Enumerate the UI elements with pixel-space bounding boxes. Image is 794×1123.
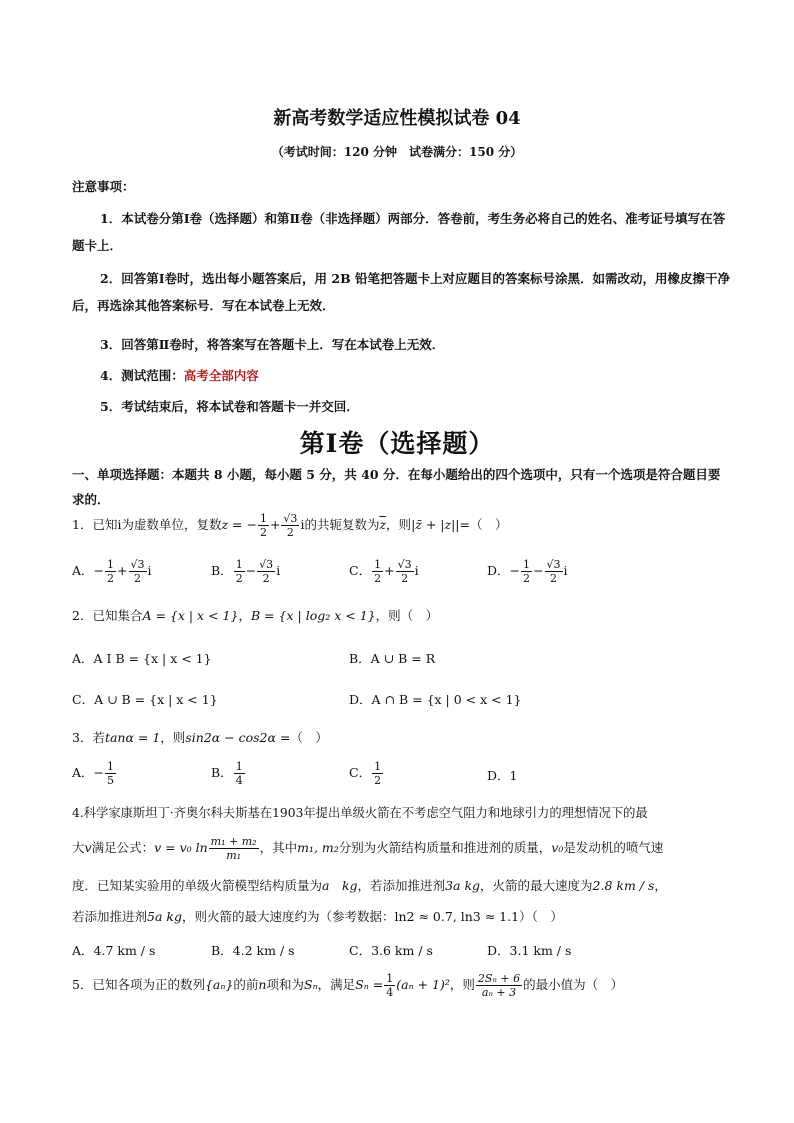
frac-num: 1 [107, 558, 115, 571]
q5-var-sn: Sₙ [304, 977, 318, 992]
frac-den: 5 [107, 774, 115, 787]
q1-option-c: C． $\frac{1}{2}$ + $\frac{√3}{2}$ i [349, 558, 419, 585]
q4-mass: 5a kg [147, 909, 182, 924]
q2-option-b: B．A ∪ B = R [349, 651, 436, 666]
q1-text-a: 1．已知i为虚数单位，复数 [72, 517, 222, 532]
option-label: B． [211, 563, 233, 578]
q4-var-v: v [84, 840, 92, 855]
q4-text: ，其中 [259, 840, 298, 855]
frac-num: √3 [546, 558, 561, 571]
q3-option-d: D．1 [487, 768, 518, 783]
frac-den: 2 [134, 572, 141, 585]
q4-text: 分别为火箭结构质量和推进剂的质量， [338, 840, 552, 855]
q2-set-a: A = {x | x < 1} [142, 608, 239, 623]
q1-option-d: D．− $\frac{1}{2}$ − $\frac{√3}{2}$ i [487, 558, 568, 585]
option-label: A． [72, 563, 94, 578]
frac-num: 1 [107, 760, 115, 773]
notice-item-4 [72, 362, 732, 389]
q3-text-c: （ ） [290, 730, 328, 745]
q3-expr: sin2α − cos2α = [185, 730, 291, 745]
notice-item-1: 1．本试卷分第Ⅰ卷（选择题）和第Ⅱ卷（非选择题）两部分．答卷前，考生务必将自己的姓名、准考证号填写在答题卡上． [72, 211, 726, 253]
q2-sep: ， [238, 608, 251, 623]
frac [105, 760, 116, 787]
frac-num: 1 [374, 760, 382, 773]
q1-expr: z = − [221, 517, 257, 532]
q4-masses: m₁, m₂ [297, 840, 339, 855]
q1-text-d: =（ ） [459, 517, 508, 532]
q4-reference: ln2 ≈ 0.7, ln3 ≈ 1.1 [394, 909, 520, 924]
frac-num: 1 [235, 760, 243, 773]
q1-abs-expr: |z̄ + |z|| [411, 517, 460, 532]
option-label: C． [349, 765, 372, 780]
notice-item-3: 3．回答第Ⅱ卷时，将答案写在答题卡上．写在本试卷上无效． [100, 337, 445, 352]
frac [129, 558, 147, 585]
q4-text: ，若添加推进剂 [357, 878, 446, 893]
page-subtitle: （考试时间：120 分钟 试卷满分：150 分） [271, 145, 523, 159]
frac-den: 2 [374, 572, 382, 585]
notice-item-2: 2．回答第Ⅰ卷时，选出每小题答案后，用 2B 铅笔把答题卡上对应题目的答案标号涂黑．如需改动，用橡皮擦干净后，再选涂其他答案标号．写在本试卷上无效． [72, 271, 731, 313]
q3-text-a: 3．若 [72, 730, 105, 745]
q5-text: ，满足 [317, 977, 356, 992]
q4-text: 是发动机的喷气速 [563, 840, 664, 855]
option-label: B． [211, 765, 233, 780]
notice-item-4-prefix: 4．测试范围： [100, 368, 184, 383]
notice-item-4-scope: 高考全部内容 [183, 368, 259, 383]
frac-num: m₁ + m₂ [210, 835, 257, 848]
q4-formula: v = v₀ ln [154, 840, 208, 855]
q4-text: ，火箭的最大速度为 [480, 878, 593, 893]
q1-option-b: B． $\frac{1}{2}$ − $\frac{√3}{2}$ i [211, 558, 281, 585]
frac-num: 1 [259, 512, 267, 525]
q1-text-b: 的共轭复数为 [304, 517, 380, 532]
frac-num: √3 [397, 558, 412, 571]
q2-option-a: A．A I B = {x | x < 1} [72, 651, 212, 666]
question-5 [72, 972, 623, 999]
q5-sequence: {aₙ} [204, 977, 234, 992]
q2-option-d: D．A ∩ B = {x | 0 < x < 1} [349, 692, 522, 707]
frac [234, 558, 245, 585]
question-2 [72, 606, 438, 624]
q2-text-end: ，则（ ） [375, 608, 439, 623]
q4-mass: a kg [322, 878, 358, 893]
q4-text: 度．已知某实验用的单级火箭模型结构质量为 [72, 878, 323, 893]
frac-num: √3 [130, 558, 145, 571]
question-4-line-2 [72, 835, 663, 862]
frac-den: aₙ + 3 [481, 986, 517, 999]
q1-frac-half [258, 512, 269, 539]
q3-option-a [72, 760, 117, 787]
q4-formula-frac [209, 835, 259, 862]
frac-den: 2 [262, 572, 270, 585]
q3-tan: tanα = 1 [104, 730, 161, 745]
q3-option-b [211, 760, 246, 787]
q4-text: 若添加推进剂 [72, 909, 148, 924]
frac-den: 4 [386, 986, 394, 999]
frac-den: m₁ [226, 849, 242, 862]
q1-conj: $\overline{z}$ [379, 517, 387, 532]
option-label: C． [349, 563, 372, 578]
option-label: A．− [72, 765, 105, 780]
frac [545, 558, 563, 585]
q4-option-a: A．4.7 km / s [72, 943, 156, 958]
frac [396, 558, 414, 585]
question-4-line-3 [72, 876, 667, 894]
q5-formula: Sₙ = [355, 977, 384, 992]
frac-num: √3 [259, 558, 274, 571]
frac-den: 2 [107, 572, 115, 585]
frac [521, 558, 532, 585]
q3-text-b: ，则 [160, 730, 186, 745]
frac-den: 2 [550, 572, 557, 585]
frac-den: 2 [235, 572, 243, 585]
frac [384, 972, 395, 999]
frac-den: 2 [259, 526, 267, 539]
notice-heading: 注意事项： [72, 179, 135, 194]
q5-text: ，则 [449, 977, 475, 992]
frac-num: 1 [235, 558, 243, 571]
frac-den: 2 [523, 572, 531, 585]
q2-set-b: B = {x | log₂ x < 1} [250, 608, 376, 623]
frac-num: 1 [523, 558, 531, 571]
question-4-line-1: 4.科学家康斯坦丁·齐奥尔科夫斯基在1903年提出单级火箭在不考虑空气阻力和地球引力的理想情况下的最 [72, 806, 648, 820]
q4-option-d: D．3.1 km / s [487, 943, 572, 958]
frac-den: 2 [374, 774, 382, 787]
q5-text: 项和为 [266, 977, 304, 992]
frac [105, 558, 116, 585]
q5-target-frac [476, 972, 522, 999]
q1-option-a: A．− $\frac{1}{2}$ + $\frac{√3}{2}$ i [72, 558, 152, 585]
q1-text-c: ，则 [386, 517, 412, 532]
q4-text: ， [654, 878, 667, 893]
section-title: 第Ⅰ卷（选择题） [299, 429, 495, 458]
q5-var-n: n [258, 977, 267, 992]
frac-den: 2 [401, 572, 409, 585]
page-title: 新高考数学适应性模拟试卷 04 [273, 108, 521, 129]
question-3 [72, 728, 328, 746]
section-intro: 一、单项选择题：本题共 8 小题，每小题 5 分，共 40 分．在每小题给出的四个选项中，只有一个选项是符合题目要求的． [72, 467, 721, 507]
q4-text: 大 [72, 840, 85, 855]
frac [372, 558, 383, 585]
q1-frac-rt3 [281, 512, 299, 539]
q4-text: ）（ ） [519, 909, 563, 924]
q4-speed: 2.8 km / s [592, 878, 655, 893]
q3-option-c [349, 760, 384, 787]
question-4-line-4 [72, 907, 563, 925]
q4-var-v0: v₀ [551, 840, 564, 855]
question-1: 1．已知i为虚数单位，复数z = − $\frac{1}{2}$ + $\frac{√3}{2}$ i的共轭复数为$\overline{z}$，则|z̄ + |z||=（ ） [72, 512, 508, 539]
frac-num: 1 [374, 558, 382, 571]
q5-text: 5．已知各项为正的数列 [72, 977, 205, 992]
q5-text: 的最小值为（ ） [523, 977, 624, 992]
frac [257, 558, 275, 585]
q4-text: ，则火箭的最大速度约为（参考数据： [181, 909, 395, 924]
q2-option-c: C．A ∪ B = {x | x < 1} [72, 692, 218, 707]
q5-text: 的前 [233, 977, 259, 992]
frac-num: √3 [283, 512, 298, 525]
q4-text: 满足公式： [91, 840, 155, 855]
frac-num: 1 [386, 972, 394, 985]
option-label: D． [487, 563, 510, 578]
q5-formula: (aₙ + 1)² [396, 977, 450, 992]
q4-mass: 3a kg [445, 878, 481, 893]
q4-option-c: C．3.6 km / s [349, 943, 433, 958]
q2-text-a: 2．已知集合 [72, 608, 143, 623]
frac [372, 760, 383, 787]
frac-num: 2Sₙ + 6 [477, 972, 521, 985]
q4-option-b: B．4.2 km / s [211, 943, 295, 958]
frac [234, 760, 245, 787]
notice-item-5: 5．考试结束后，将本试卷和答题卡一并交回． [100, 399, 359, 414]
frac-den: 4 [235, 774, 243, 787]
frac-den: 2 [286, 526, 294, 539]
